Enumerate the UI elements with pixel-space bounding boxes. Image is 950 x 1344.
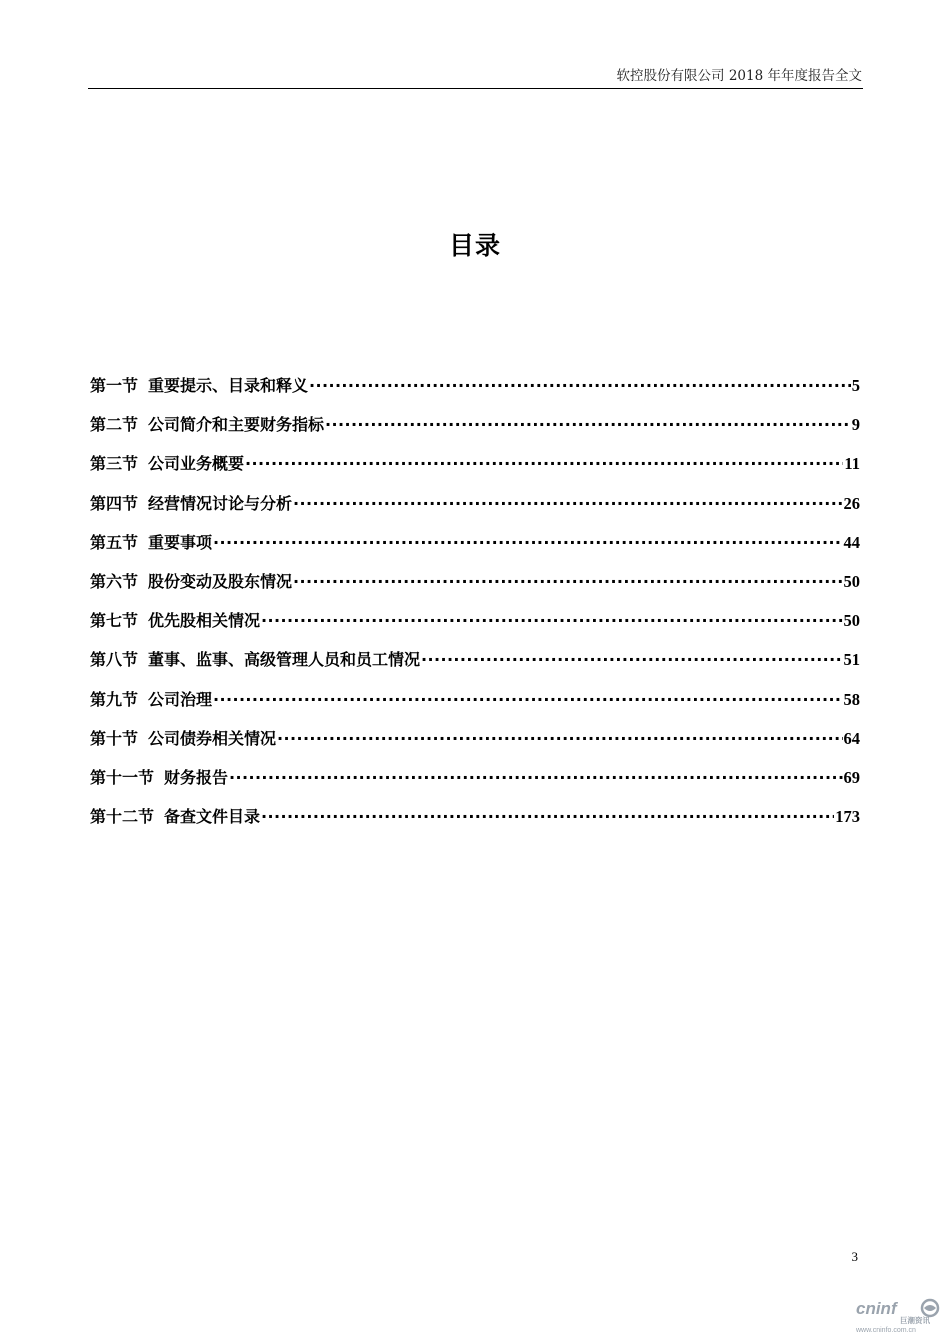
toc-section-number: 第九节 (90, 689, 139, 709)
toc-entry[interactable] (90, 530, 860, 569)
toc-dot-leader (229, 767, 842, 783)
toc-section-number: 第七节 (90, 611, 139, 631)
running-header: 软控股份有限公司 2018 年年度报告全文 (616, 68, 862, 84)
toc-dot-leader (213, 532, 842, 548)
toc-dot-leader (421, 649, 842, 665)
toc-entry[interactable] (90, 687, 860, 726)
toc-section-title: 公司治理 (148, 689, 213, 709)
toc-section-title: 公司业务概要 (148, 454, 245, 474)
svg-text:cninf: cninf (856, 1299, 897, 1318)
toc-section-number: 第六节 (90, 571, 139, 591)
toc-page-number: 50 (843, 611, 860, 631)
toc-entry[interactable] (90, 491, 860, 530)
toc-page-number: 44 (843, 532, 860, 552)
toc-dot-leader (213, 689, 842, 705)
svg-text:巨潮资讯: 巨潮资讯 (900, 1316, 930, 1325)
toc-section-number: 第四节 (90, 493, 139, 513)
toc-section-number: 第三节 (90, 454, 139, 474)
toc-dot-leader (245, 453, 843, 469)
toc-section-number: 第二节 (90, 415, 139, 435)
toc-section-number: 第五节 (90, 532, 139, 552)
cninf-logo-icon (854, 1294, 940, 1334)
toc-page-number: 69 (843, 767, 860, 787)
toc-dot-leader (261, 610, 842, 626)
toc-section-title: 重要事项 (148, 532, 213, 552)
toc-entry[interactable] (90, 451, 860, 490)
toc-section-title: 优先股相关情况 (148, 611, 261, 631)
toc-page-number: 50 (843, 571, 860, 591)
toc-section-number: 第十节 (90, 728, 139, 748)
toc-section-number: 第十二节 (90, 807, 155, 827)
toc-entry[interactable] (90, 726, 860, 765)
toc-page-number: 58 (843, 689, 860, 709)
header-rule (88, 88, 863, 89)
toc-dot-leader (261, 806, 834, 822)
toc-entry[interactable] (90, 765, 860, 804)
toc-page-number: 26 (843, 493, 860, 513)
toc-section-number: 第一节 (90, 376, 139, 395)
page-number: 3 (851, 1249, 858, 1264)
toc-section-title: 股份变动及股东情况 (148, 571, 293, 591)
toc-section-number: 第八节 (90, 650, 139, 670)
toc-section-title: 重要提示、目录和释义 (148, 376, 309, 395)
toc-dot-leader (293, 571, 842, 587)
toc-page-number: 5 (851, 376, 860, 395)
toc-section-title: 公司简介和主要财务指标 (148, 415, 325, 435)
toc-section-title: 备查文件目录 (164, 807, 261, 827)
toc-page-number: 51 (843, 650, 860, 670)
toc-section-title: 财务报告 (164, 767, 229, 787)
toc-dot-leader (277, 728, 842, 744)
toc-entry[interactable] (90, 608, 860, 647)
toc-entry[interactable] (90, 804, 860, 843)
toc-section-title: 公司债券相关情况 (148, 728, 277, 748)
toc-entry[interactable] (90, 412, 860, 451)
toc-section-title: 经营情况讨论与分析 (148, 493, 293, 513)
toc-entry[interactable] (90, 569, 860, 608)
toc-page-number: 9 (851, 415, 860, 435)
toc-section-title: 董事、监事、高级管理人员和员工情况 (148, 650, 421, 670)
toc-page-number: 11 (844, 454, 860, 474)
toc-dot-leader (309, 375, 851, 391)
toc-entry[interactable] (90, 373, 860, 412)
toc-page-number: 64 (843, 728, 860, 748)
toc-entry[interactable] (90, 647, 860, 686)
toc-page-number: 173 (835, 807, 860, 827)
page-title: 目录 (448, 231, 501, 260)
toc-dot-leader (325, 414, 851, 430)
table-of-contents (90, 373, 860, 843)
toc-dot-leader (293, 493, 842, 509)
toc-section-number: 第十一节 (90, 767, 155, 787)
svg-text:www.cninfo.com.cn: www.cninfo.com.cn (856, 1327, 916, 1334)
